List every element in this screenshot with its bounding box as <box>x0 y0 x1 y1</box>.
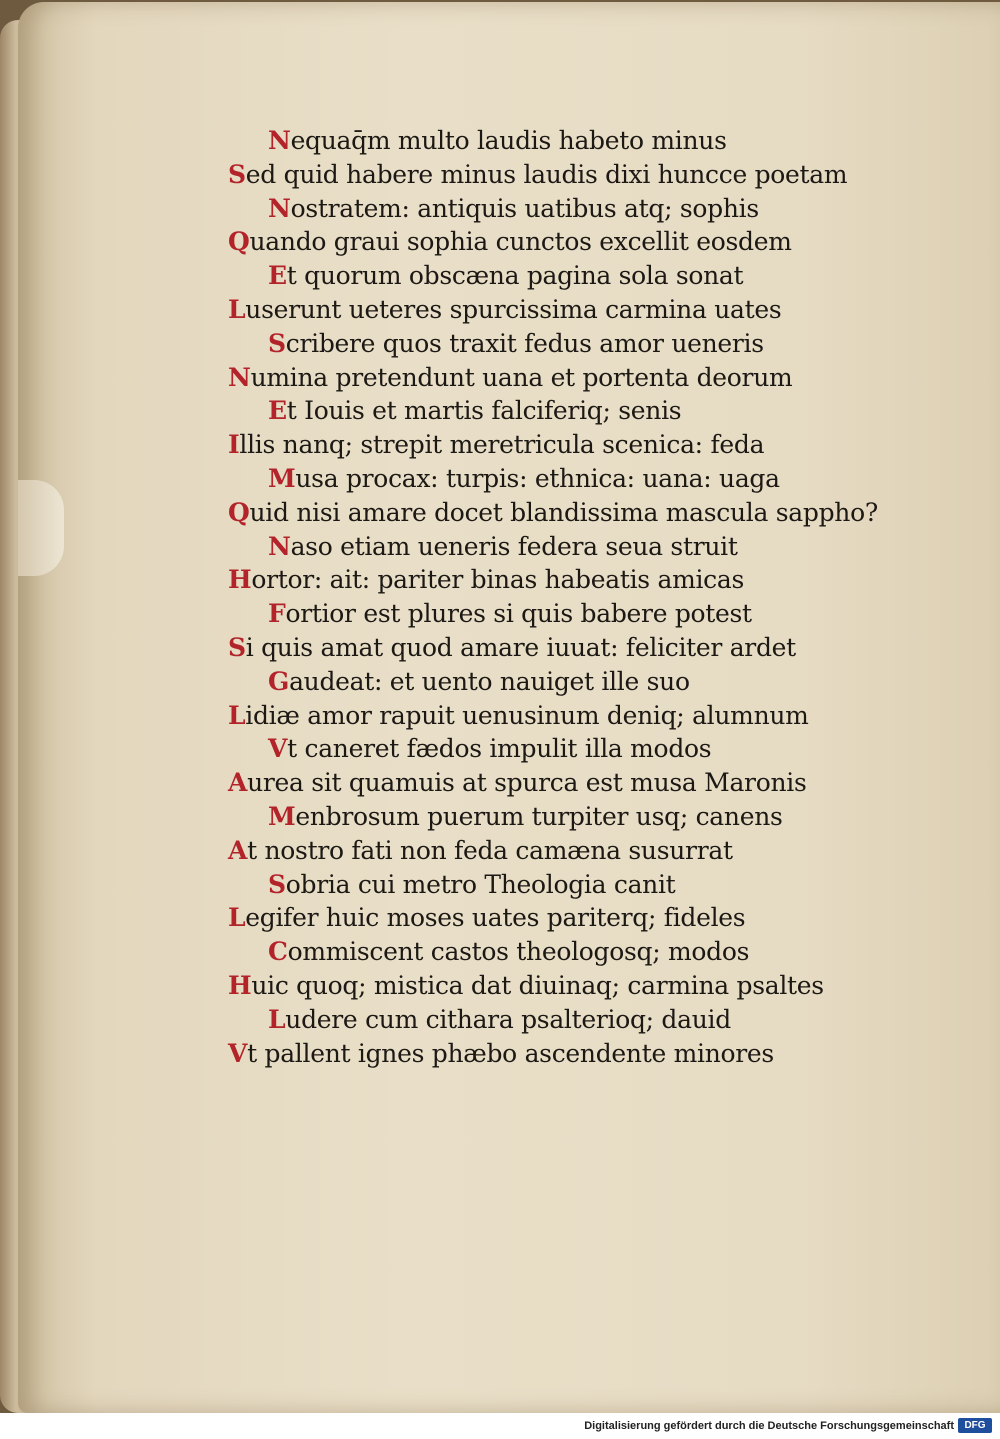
verse-text: ortior est plures si quis babere potest <box>285 599 752 629</box>
verse-text: udere cum cithara psalterioq; dauid <box>285 1004 731 1034</box>
verse-line <box>228 800 888 834</box>
verse-text: llis nanq; strepit meretricula scenica: feda <box>239 430 765 460</box>
verse-text: enbrosum puerum turpiter usq; canens <box>295 801 783 831</box>
verse-line <box>228 631 888 665</box>
rubricated-initial: E <box>268 396 287 426</box>
verse-text: uic quoq; mistica dat diuinaq; carmina psaltes <box>251 970 824 1000</box>
verse-line <box>228 901 888 935</box>
rubricated-initial: N <box>268 193 291 223</box>
rubricated-initial: M <box>268 801 296 831</box>
verse-line <box>228 394 888 428</box>
verse-text: userunt ueteres spurcissima carmina uates <box>245 294 782 324</box>
footer-credit: Digitalisierung gefördert durch die Deutsche Forschungsgemeinschaft <box>584 1420 954 1432</box>
verse-line <box>228 361 888 395</box>
verse-text: t nostro fati non feda camæna susurrat <box>247 835 733 865</box>
rubricated-initial: N <box>268 531 291 561</box>
rubricated-initial: S <box>228 159 246 189</box>
verse-line <box>228 225 888 259</box>
rubricated-initial: V <box>268 734 288 764</box>
verse-text: usa procax: turpis: ethnica: uana: uaga <box>295 463 780 493</box>
rubricated-initial: A <box>228 768 248 798</box>
rubricated-initial: S <box>268 869 286 899</box>
footer-bar <box>0 1413 1000 1439</box>
verse-text: uando graui sophia cunctos excellit eosdem <box>249 227 792 257</box>
verse-line <box>228 428 888 462</box>
verse-line <box>228 868 888 902</box>
verse-text: egifer huic moses uates pariterq; fideles <box>245 903 746 933</box>
verse-line <box>228 1037 888 1071</box>
verse-line <box>228 699 888 733</box>
verse-text: ortor: ait: pariter binas habeatis amicas <box>251 565 745 595</box>
verse-text: umina pretendunt uana et portenta deorum <box>250 362 793 392</box>
verse-text: uid nisi amare docet blandissima mascula sappho? <box>249 497 878 527</box>
verse-line <box>228 259 888 293</box>
verse-line <box>228 732 888 766</box>
verse-text: t caneret fædos impulit illa modos <box>287 734 712 764</box>
verse-text: equaq̄m multo laudis habeto minus <box>290 126 727 155</box>
rubricated-initial: H <box>228 970 252 1000</box>
rubricated-initial: N <box>268 126 291 155</box>
rubricated-initial: M <box>268 463 296 493</box>
rubricated-initial: G <box>268 666 290 696</box>
verse-line <box>228 665 888 699</box>
verse-text: audeat: et uento nauiget ille suo <box>289 666 690 696</box>
rubricated-initial: Q <box>228 227 250 257</box>
verse-line <box>228 158 888 192</box>
verse-text: urea sit quamuis at spurca est musa Maronis <box>247 768 807 798</box>
verse-line <box>228 597 888 631</box>
verse-line <box>228 834 888 868</box>
verse-line <box>228 327 888 361</box>
rubricated-initial: S <box>268 328 286 358</box>
verse-line <box>228 1003 888 1037</box>
verse-text: t Iouis et martis falciferiq; senis <box>286 396 682 426</box>
rubricated-initial: Q <box>228 497 250 527</box>
verse-line <box>228 969 888 1003</box>
rubricated-initial: H <box>228 565 252 595</box>
verse-line <box>228 766 888 800</box>
verse-line <box>228 462 888 496</box>
rubricated-initial: L <box>228 294 246 324</box>
rubricated-initial: S <box>228 632 246 662</box>
rubricated-initial: I <box>228 430 240 460</box>
rubricated-initial: L <box>268 1004 286 1034</box>
rubricated-initial: F <box>268 599 286 629</box>
verse-text: aso etiam ueneris federa seua struit <box>290 531 738 561</box>
verse-text: ommiscent castos theologosq; modos <box>287 937 750 967</box>
rubricated-initial: C <box>268 937 288 967</box>
verse-text: ostratem: antiquis uatibus atq; sophis <box>290 193 759 223</box>
verse-text: idiæ amor rapuit uenusinum deniq; alumnum <box>245 700 809 730</box>
rubricated-initial: L <box>228 700 246 730</box>
verse-line <box>228 293 888 327</box>
verse-text: ed quid habere minus laudis dixi huncce poetam <box>245 159 848 189</box>
rubricated-initial: V <box>228 1038 248 1068</box>
verse-line <box>228 563 888 597</box>
verse-line <box>228 496 888 530</box>
rubricated-initial: N <box>228 362 251 392</box>
verse-line <box>228 530 888 564</box>
verse-block <box>228 124 888 1070</box>
verse-text: obria cui metro Theologia canit <box>285 869 676 899</box>
verse-text: i quis amat quod amare iuuat: feliciter ardet <box>245 632 796 662</box>
verse-line <box>228 192 888 226</box>
rubricated-initial: L <box>228 903 246 933</box>
verse-text: cribere quos traxit fedus amor ueneris <box>285 328 764 358</box>
rubricated-initial: A <box>228 835 248 865</box>
verse-line <box>228 124 888 158</box>
dfg-logo-icon: DFG <box>958 1418 992 1433</box>
verse-text: t quorum obscæna pagina sola sonat <box>286 261 744 291</box>
rubricated-initial: E <box>268 261 287 291</box>
verse-text: t pallent ignes phæbo ascendente minores <box>247 1038 774 1068</box>
verse-line <box>228 935 888 969</box>
book-clasp <box>18 480 64 576</box>
